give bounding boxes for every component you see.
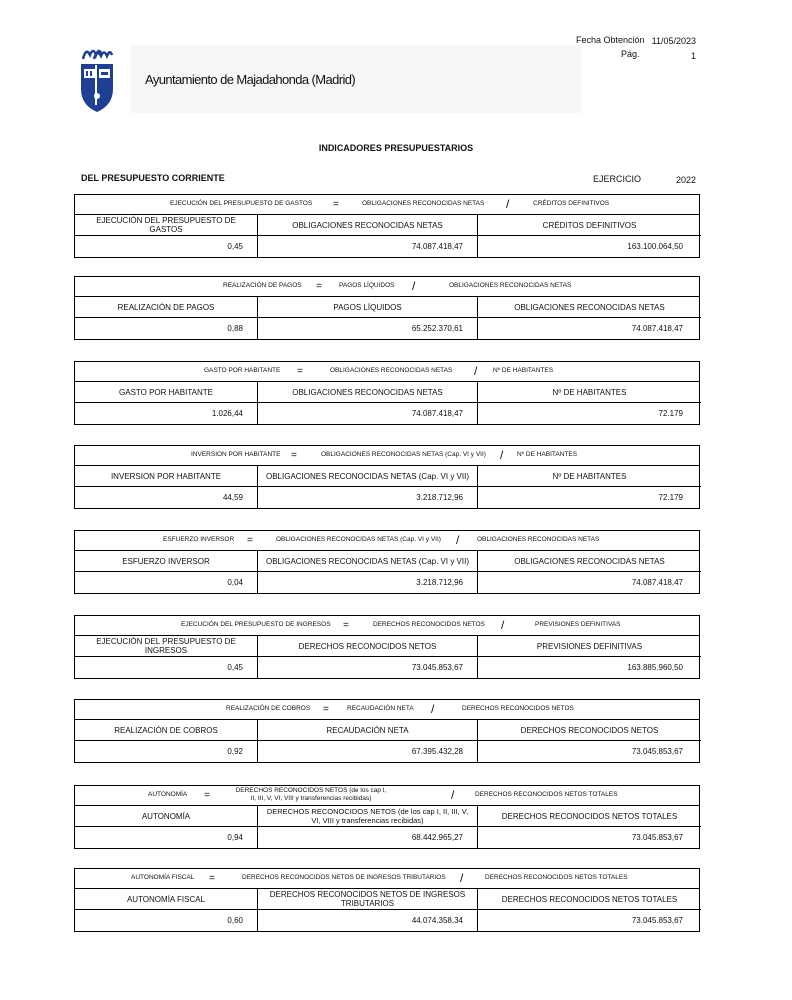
formula-denominator: CRÉDITOS DEFINITIVOS — [533, 200, 610, 207]
equals-sign: = — [297, 366, 303, 377]
header-denominator: CRÉDITOS DEFINITIVOS — [478, 215, 701, 236]
denominator-value: 72.179 — [658, 409, 683, 418]
indicator-value: 0,45 — [75, 657, 258, 679]
ejercicio-label: EJERCICIO — [593, 174, 642, 184]
formula-denominator: Nº DE HABITANTES — [517, 451, 578, 458]
division-sign: / — [431, 702, 435, 716]
section-title: DEL PRESUPUESTO CORRIENTE — [81, 173, 225, 183]
header-indicator: REALIZACIÓN DE COBROS — [75, 720, 258, 741]
header-numerator: RECAUDACIÓN NETA — [258, 720, 478, 741]
formula-denominator: DERECHOS RECONOCIDOS NETOS TOTALES — [475, 791, 618, 798]
numerator-value: 65.252.370,61 — [258, 318, 478, 340]
numerator-value: 74.087.418,47 — [258, 236, 478, 258]
equals-sign: = — [316, 281, 322, 292]
formula-name: INVERSION POR HABITANTE — [191, 451, 281, 458]
header-denominator: Nº DE HABITANTES — [478, 382, 701, 403]
equals-sign: = — [247, 535, 253, 546]
indicator-block — [74, 361, 700, 425]
header-numerator: DERECHOS RECONOCIDOS NETOS — [258, 636, 478, 657]
division-sign: / — [474, 364, 478, 378]
denominator-value: 73.045.853,67 — [631, 747, 683, 756]
formula-numerator: PAGOS LÍQUIDOS — [339, 282, 395, 289]
fecha-label: Fecha Obtención — [576, 35, 645, 45]
indicator-block — [74, 785, 700, 849]
indicator-block — [74, 194, 700, 258]
equals-sign: = — [209, 873, 215, 884]
header-numerator: DERECHOS RECONOCIDOS NETOS (de los cap I, II, III, V, VI, VIII y transferencias recibidas) — [258, 806, 478, 827]
division-sign: / — [506, 197, 510, 211]
header-indicator: AUTONOMÍA FISCAL — [75, 889, 258, 910]
header-denominator: DERECHOS RECONOCIDOS NETOS TOTALES — [478, 806, 701, 827]
formula-numerator: DERECHOS RECONOCIDOS NETOS (de los cap I, II, III, V, VI, VIII y transferencias recibidas) — [235, 787, 387, 802]
denominator-value: 73.045.853,67 — [631, 833, 683, 842]
formula-name: AUTONOMÍA — [148, 791, 188, 798]
municipal-coat-of-arms-icon — [80, 45, 114, 113]
division-sign: / — [460, 871, 464, 885]
page-title: INDICADORES PRESUPUESTARIOS — [318, 143, 474, 153]
denominator-value: 74.087.418,47 — [631, 578, 683, 587]
indicator-formula — [75, 446, 699, 466]
formula-name: REALIZACIÓN DE COBROS — [226, 705, 311, 712]
formula-numerator: DERECHOS RECONOCIDOS NETOS DE INGRESOS TRIBUTARIOS — [242, 874, 446, 881]
header-indicator: EJECUCIÓN DEL PRESUPUESTO DE INGRESOS — [75, 636, 258, 657]
denominator-value: 74.087.418,47 — [631, 324, 683, 333]
indicator-value: 0,88 — [75, 318, 258, 340]
header-numerator: OBLIGACIONES RECONOCIDAS NETAS — [258, 215, 478, 236]
fecha-value: 11/05/2023 — [651, 36, 696, 46]
pag-label: Pág. — [621, 49, 640, 59]
indicator-value: 0,45 — [75, 236, 258, 258]
header-denominator: OBLIGACIONES RECONOCIDAS NETAS — [478, 551, 701, 572]
equals-sign: = — [323, 704, 329, 715]
header-denominator: PREVISIONES DEFINITIVAS — [478, 636, 701, 657]
header-indicator: ESFUERZO INVERSOR — [75, 551, 258, 572]
formula-denominator: DERECHOS RECONOCIDOS NETOS TOTALES — [485, 874, 628, 881]
indicator-formula — [75, 869, 699, 889]
formula-name: REALIZACIÓN DE PAGOS — [223, 282, 302, 289]
equals-sign: = — [343, 620, 349, 631]
indicator-block — [74, 615, 700, 679]
formula-name: EJECUCIÓN DEL PRESUPUESTO DE INGRESOS — [181, 621, 331, 628]
header-indicator: REALIZACIÓN DE PAGOS — [75, 297, 258, 318]
header-indicator: INVERSION POR HABITANTE — [75, 466, 258, 487]
division-sign: / — [501, 618, 505, 632]
header-numerator: PAGOS LÍQUIDOS — [258, 297, 478, 318]
numerator-value: 3.218.712,96 — [258, 487, 478, 509]
formula-name: AUTONOMÍA FISCAL — [131, 874, 195, 881]
numerator-value: 44.074.358,34 — [258, 910, 478, 932]
indicator-formula — [75, 195, 699, 215]
indicator-formula — [75, 616, 699, 636]
numerator-value: 3.218.712,96 — [258, 572, 478, 594]
numerator-value: 68.442.965,27 — [258, 827, 478, 849]
header-indicator: GASTO POR HABITANTE — [75, 382, 258, 403]
indicator-value: 44,59 — [75, 487, 258, 509]
division-sign: / — [451, 788, 455, 802]
division-sign: / — [412, 279, 416, 293]
indicator-block — [74, 530, 700, 594]
indicator-value: 0,60 — [75, 910, 258, 932]
indicator-value: 1.026,44 — [75, 403, 258, 425]
ejercicio-value: 2022 — [676, 175, 697, 185]
equals-sign: = — [204, 790, 210, 801]
header-numerator: OBLIGACIONES RECONOCIDAS NETAS — [258, 382, 478, 403]
formula-numerator: OBLIGACIONES RECONOCIDAS NETAS (Cap. VI y VII) — [276, 536, 441, 543]
denominator-value: 163.100.064,50 — [627, 242, 683, 251]
numerator-value: 73.045.853,67 — [258, 657, 478, 679]
header-numerator: OBLIGACIONES RECONOCIDAS NETAS (Cap. VI y VII) — [258, 551, 478, 572]
division-sign: / — [456, 533, 460, 547]
formula-numerator: OBLIGACIONES RECONOCIDAS NETAS (Cap. VI y VII) — [321, 451, 486, 458]
indicator-value: 0,04 — [75, 572, 258, 594]
header-numerator: OBLIGACIONES RECONOCIDAS NETAS (Cap. VI y VII) — [258, 466, 478, 487]
header-indicator: AUTONOMÍA — [75, 806, 258, 827]
equals-sign: = — [333, 199, 339, 210]
header-denominator: OBLIGACIONES RECONOCIDAS NETAS — [478, 297, 701, 318]
formula-numerator: OBLIGACIONES RECONOCIDAS NETAS — [362, 200, 485, 207]
indicator-value: 0,94 — [75, 827, 258, 849]
formula-denominator: DERECHOS RECONOCIDOS NETOS — [462, 705, 574, 712]
equals-sign: = — [291, 450, 297, 461]
header-indicator: EJECUCIÓN DEL PRESUPUESTO DE GASTOS — [75, 215, 258, 236]
indicator-formula — [75, 531, 699, 551]
indicator-formula — [75, 786, 699, 806]
formula-denominator: PREVISIONES DEFINITIVAS — [535, 621, 621, 628]
denominator-value: 163.885.960,50 — [627, 663, 683, 672]
formula-denominator: OBLIGACIONES RECONOCIDAS NETAS — [477, 536, 600, 543]
numerator-value: 74.087.418,47 — [258, 403, 478, 425]
indicator-block — [74, 445, 700, 509]
indicator-formula — [75, 362, 699, 382]
formula-name: EJECUCIÓN DEL PRESUPUESTO DE GASTOS — [170, 200, 313, 207]
formula-name: ESFUERZO INVERSOR — [163, 536, 235, 543]
organization-name: Ayuntamiento de Majadahonda (Madrid) — [145, 72, 356, 87]
indicator-formula — [75, 700, 699, 720]
header-numerator: DERECHOS RECONOCIDOS NETOS DE INGRESOS TRIBUTARIOS — [258, 889, 478, 910]
formula-numerator: OBLIGACIONES RECONOCIDAS NETAS — [330, 367, 453, 374]
indicator-formula — [75, 277, 699, 297]
header-denominator: DERECHOS RECONOCIDOS NETOS TOTALES — [478, 889, 701, 910]
formula-denominator: OBLIGACIONES RECONOCIDAS NETAS — [449, 282, 572, 289]
header-denominator: Nº DE HABITANTES — [478, 466, 701, 487]
formula-name: GASTO POR HABITANTE — [204, 367, 281, 374]
formula-numerator: DERECHOS RECONOCIDOS NETOS — [373, 621, 485, 628]
formula-numerator: RECAUDACIÓN NETA — [347, 705, 414, 712]
indicator-block — [74, 276, 700, 340]
numerator-value: 67.395.432,28 — [258, 741, 478, 763]
header-denominator: DERECHOS RECONOCIDOS NETOS — [478, 720, 701, 741]
pag-value: 1 — [690, 51, 696, 61]
denominator-value: 73.045.853,67 — [631, 916, 683, 925]
denominator-value: 72.179 — [658, 493, 683, 502]
division-sign: / — [500, 448, 504, 462]
indicator-block — [74, 699, 700, 763]
formula-denominator: Nº DE HABITANTES — [493, 367, 554, 374]
indicator-block — [74, 868, 700, 932]
indicator-value: 0,92 — [75, 741, 258, 763]
